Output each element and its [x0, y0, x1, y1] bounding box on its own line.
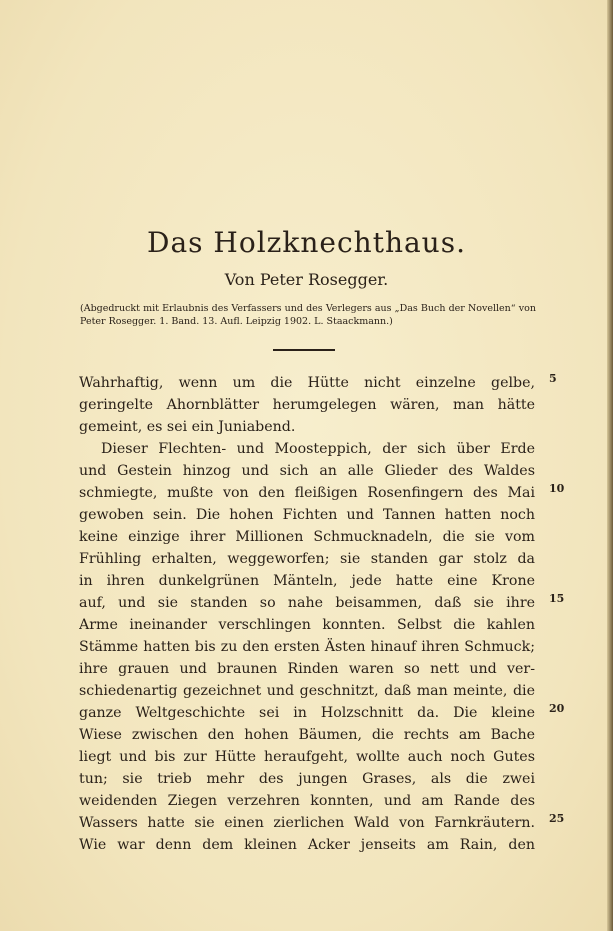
text-line: in ihren dunkelgrünen Mänteln, jede hatte eine Krone [79, 573, 535, 589]
text-line: ihre grauen und braunen Rinden waren so nett und ver- [79, 661, 535, 677]
text-line: Stämme hatten bis zu den ersten Ästen hinauf ihren Schmuck; [79, 639, 535, 655]
text-line: keine einzige ihrer Millionen Schmucknadeln, die sie vom [79, 529, 535, 545]
text-line: Wie war denn dem kleinen Acker jenseits am Rain, den [79, 837, 535, 853]
text-line: Wahrhaftig, wenn um die Hütte nicht einzelne gelbe, [79, 375, 535, 391]
text-line: gewoben sein. Die hohen Fichten und Tannen hatten noch [79, 507, 535, 523]
text-line: liegt und bis zur Hütte heraufgeht, wollte auch noch Gutes [79, 749, 535, 765]
text-line: und Gestein hinzog und sich an alle Glieder des Waldes [79, 463, 535, 479]
text-line: weidenden Ziegen verzehren konnten, und am Rande des [79, 793, 535, 809]
text-line: geringelte Ahornblätter herumgelegen wären, man hätte [79, 397, 535, 413]
line-number: 5 [549, 372, 557, 385]
line-number: 25 [549, 812, 565, 825]
text-line: ganze Weltgeschichte sei in Holzschnitt da. Die kleine [79, 705, 535, 721]
author-byline: Von Peter Rosegger. [224, 270, 389, 289]
line-number: 20 [549, 702, 565, 715]
text-line: Arme ineinander verschlingen konnten. Selbst die kahlen [79, 617, 535, 633]
story-title: Das Holzknechthaus. [147, 226, 466, 259]
text-line: gemeint, es sei ein Juniabend. [79, 419, 296, 435]
text-line: auf, und sie standen so nahe beisammen, daß sie ihre [79, 595, 535, 611]
line-number: 10 [549, 482, 565, 495]
text-line: Frühling erhalten, weggeworfen; sie standen gar stolz da [79, 551, 535, 567]
line-number: 15 [549, 592, 565, 605]
divider-rule [273, 349, 335, 351]
text-line: Dieser Flechten- und Moosteppich, der sich über Erde [101, 441, 535, 457]
text-line: Wassers hatte sie einen zierlichen Wald von Farnkräutern. [79, 815, 535, 831]
text-line: schmiegte, mußte von den fleißigen Rosenfingern des Mai [79, 485, 535, 501]
page-edge [607, 0, 613, 931]
text-line: schiedenartig gezeichnet und geschnitzt, daß man meinte, die [79, 683, 535, 699]
story-text [79, 372, 535, 856]
source-note: (Abgedruckt mit Erlaubnis des Verfassers und des Verlegers aus „Das Buch der Novellen“ von Peter Rosegger. 1. Band. 13. Aufl. Leipzig 1902. L. Staackmann.) [80, 303, 536, 327]
text-line: Wiese zwischen den hohen Bäumen, die rechts am Bache [79, 727, 535, 743]
text-line: tun; sie trieb mehr des jungen Grases, als die zwei [79, 771, 535, 787]
